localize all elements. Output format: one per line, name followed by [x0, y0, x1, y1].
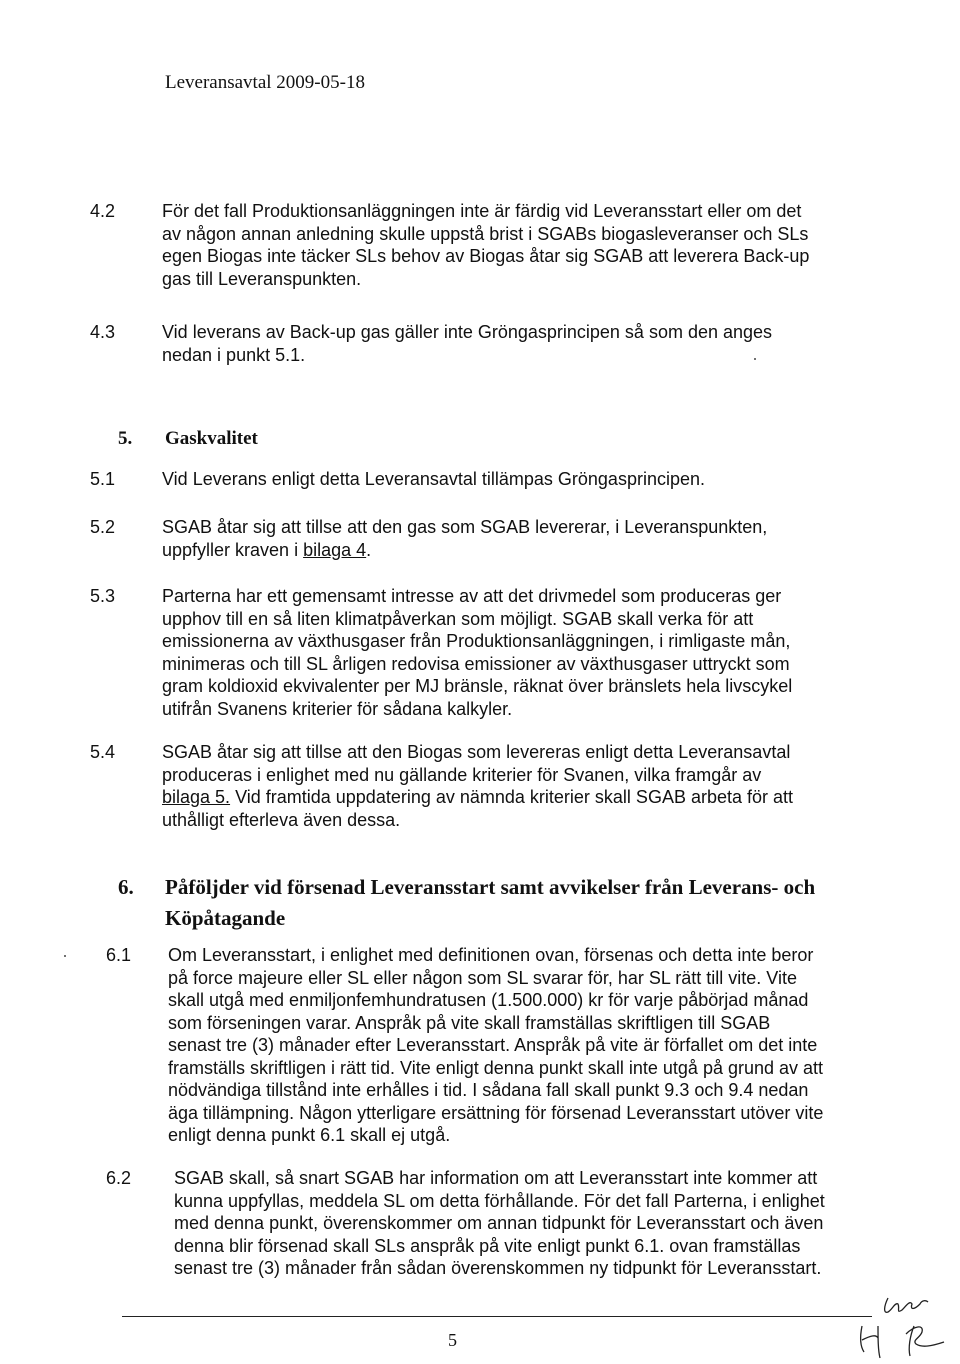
clause-text: För det fall Produktionsanläggningen inte är färdig vid Leveransstart eller om det av någon annan anledning skulle uppstå brist i SGABs biogasleveranser och SLs egen Biogas inte täcker SLs behov av Biogas åtar sig SGAB att leverera Back-up gas till Leveranspunkten. [162, 201, 810, 289]
clause-5-2 [90, 516, 810, 561]
clause-text: Vid Leverans enligt detta Leveransavtal tillämpas Gröngasprincipen. [162, 469, 705, 489]
clause-4-2 [90, 200, 810, 290]
section-number: 6. [118, 875, 134, 899]
clause-5-1 [90, 468, 810, 491]
section-heading-6 [118, 872, 818, 934]
section-heading-5 [118, 427, 258, 451]
clause-text: Parterna har ett gemensamt intresse av att det drivmedel som produceras ger upphov till en så liten klimatpåverkan som möjligt. SGAB skall verka för att emissionerna av växthusgaser från Produktionsanläggningen, i rimligaste mån, minimeras och till SL årligen redovisa emissioner av växthusgaser uttryckt som gram koldioxid ekvivalenter per MJ bränsle, räknat över bränslets hela livscykel utifrån Svanens kriterier för sådana kalkyler. [162, 586, 793, 719]
speck [754, 358, 756, 360]
clause-6-2 [106, 1167, 826, 1280]
clause-6-1 [106, 944, 826, 1147]
document-header: Leveransavtal 2009-05-18 [165, 72, 365, 93]
section-title: Gaskvalitet [165, 428, 258, 449]
page-number: 5 [448, 1330, 457, 1350]
clause-text: Vid leverans av Back-up gas gäller inte Gröngasprincipen så som den anges nedan i punkt 5.1. [162, 322, 773, 365]
section-title: Påföljder vid försenad Leveransstart samt avvikelser från Leverans- och Köpåtagande [165, 875, 816, 930]
clause-text: Om Leveransstart, i enlighet med definitionen ovan, försenas och detta inte beror på force majeure eller SL eller någon som SL svarar för, har SL rätt till vite. Vite skall utgå med enmiljonfemhundratusen (1.500.000) kr för varje påbörjad månad som förseningen varar. Anspråk på vite skall framställas skriftligen till SGAB senast tre (3) månader efter Leveransstart. Anspråk på vite är förfallet om det inte framställs skriftligen i rätt tid. Vite enligt denna punkt skall inte utgå på grund av att nödvändiga tillstånd inte erhålles i tid. I sådana fall skall punkt 9.3 och 9.4 nedan äga tillämpning. Någon ytterligare ersättning för försenad Leveransstart utöver vite enligt denna punkt 6.1 skall ej utgå. [168, 945, 824, 1145]
clause-number: 6.2 [106, 1168, 132, 1188]
footer-rule [122, 1316, 872, 1317]
clause-number: 6.1 [106, 945, 132, 965]
clause-number: 4.3 [90, 322, 116, 342]
clause-text-end: Vid framtida uppdatering av nämnda kriterier skall SGAB arbeta för att uthålligt efterleva även dessa. [162, 787, 794, 830]
clause-text [162, 741, 810, 831]
clause-number: 5.1 [90, 469, 116, 489]
clause-number: 5.4 [90, 742, 116, 762]
clause-4-3 [90, 321, 810, 366]
clause-number: 5.3 [90, 586, 116, 606]
clause-5-3 [90, 585, 810, 720]
clause-number: 5.2 [90, 517, 116, 537]
clause-text: SGAB skall, så snart SGAB har information om att Leveransstart inte kommer att kunna uppfyllas, meddela SL om detta förhållande. För det fall Parterna, i enlighet med denna punkt, överenskommer om annan tidpunkt för Leveransstart och även denna blir försenad skall SLs anspråk på vite enligt punkt 6.1. ovan framställas senast tre (3) månader från sådan överenskommen ny tidpunkt för Leveransstart. [174, 1168, 825, 1278]
handwritten-initials [848, 1290, 958, 1360]
clause-text-end: . [366, 539, 372, 560]
clause-text-start: SGAB åtar sig att tillse att den Biogas som levereras enligt detta Leveransavtal produceras i enlighet med nu gällande kriterier för Svanen, vilka framgår av [162, 742, 791, 785]
clause-text [162, 516, 810, 561]
speck [64, 955, 66, 957]
section-number: 5. [118, 428, 133, 449]
appendix-link[interactable]: bilaga 5. [162, 787, 231, 807]
appendix-link[interactable]: bilaga 4 [303, 539, 367, 560]
clause-text-start: SGAB åtar sig att tillse att den gas som SGAB levererar, i Leveranspunkten, uppfyller kraven i [162, 517, 768, 560]
clause-number: 4.2 [90, 201, 116, 221]
clause-5-4 [90, 741, 810, 831]
